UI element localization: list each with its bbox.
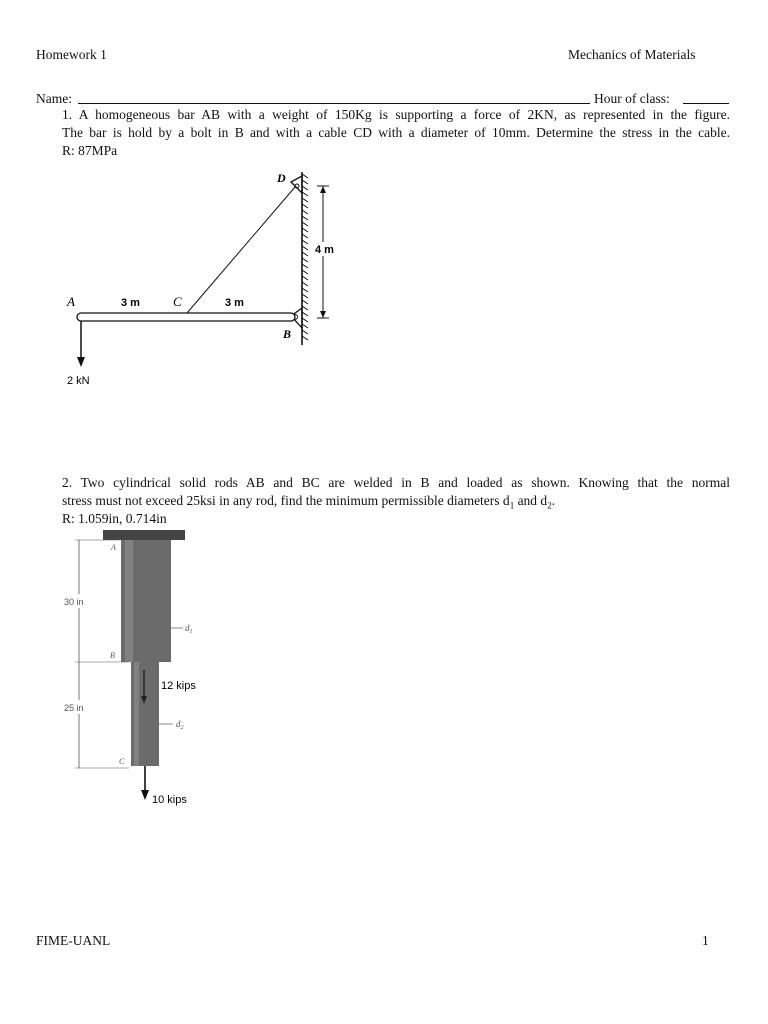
problem2-line2-mid: and d	[514, 493, 548, 508]
load-c-label: 10 kips	[152, 794, 187, 806]
footer-left: FIME-UANL	[36, 933, 111, 948]
dim-cb-label: 3 m	[225, 297, 244, 309]
problem2-answer: R: 1.059in, 0.714in	[62, 511, 167, 526]
d2-sub: 2	[180, 725, 184, 731]
problem2-sub2: 2	[547, 500, 552, 511]
dim-ac-label: 3 m	[121, 297, 140, 309]
len-ab-label: 30 in	[64, 597, 84, 607]
problem2-line2-suffix: .	[551, 493, 556, 508]
header-right: Mechanics of Materials	[568, 47, 696, 62]
d2-label	[176, 719, 184, 731]
problem2-line2-prefix: stress must not exceed 25ksi in any rod, find the minimum permissible diameters d	[62, 493, 510, 508]
d1-letter: d	[185, 623, 190, 633]
problem1-figure	[55, 160, 355, 400]
label-d: D	[277, 171, 286, 185]
name-label: Name:	[36, 91, 72, 106]
top-support	[103, 530, 185, 540]
problem1-line2: The bar is hold by a bolt in B and with a cable CD with a diameter of 10mm. Determine the stress in the cable.	[62, 125, 730, 140]
load-label: 2 kN	[67, 375, 90, 387]
hour-label: Hour of class:	[594, 91, 670, 106]
problem2-figure	[55, 530, 255, 820]
label-a: A	[67, 294, 75, 309]
bar-ab	[77, 313, 295, 321]
label-c: C	[173, 294, 182, 309]
problem2-sub1: 1	[509, 500, 515, 511]
problem2-line1: 2. Two cylindrical solid rods AB and BC are welded in B and loaded as shown. Knowing that the normal	[62, 475, 730, 490]
header-left: Homework 1	[36, 47, 107, 62]
cable-cd	[187, 187, 295, 313]
load-b-label: 12 kips	[161, 680, 196, 692]
d2-letter: d	[176, 719, 181, 729]
problem1-answer: R: 87MPa	[62, 143, 118, 158]
d1-label	[185, 623, 193, 635]
name-blank[interactable]	[78, 103, 590, 104]
dim-height-label: 4 m	[315, 244, 334, 256]
len-bc-label: 25 in	[64, 703, 84, 713]
hour-blank[interactable]	[683, 103, 729, 104]
label-c: C	[119, 757, 125, 766]
label-b: B	[283, 327, 292, 341]
label-a: A	[111, 543, 116, 552]
wall-hatching	[302, 174, 308, 340]
label-b: B	[110, 651, 115, 660]
problem1-line1: 1. A homogeneous bar AB with a weight of 150Kg is supporting a force of 2KN, as represented in the figure.	[62, 107, 730, 122]
d1-sub: 1	[189, 629, 193, 635]
page-number: 1	[702, 933, 709, 948]
